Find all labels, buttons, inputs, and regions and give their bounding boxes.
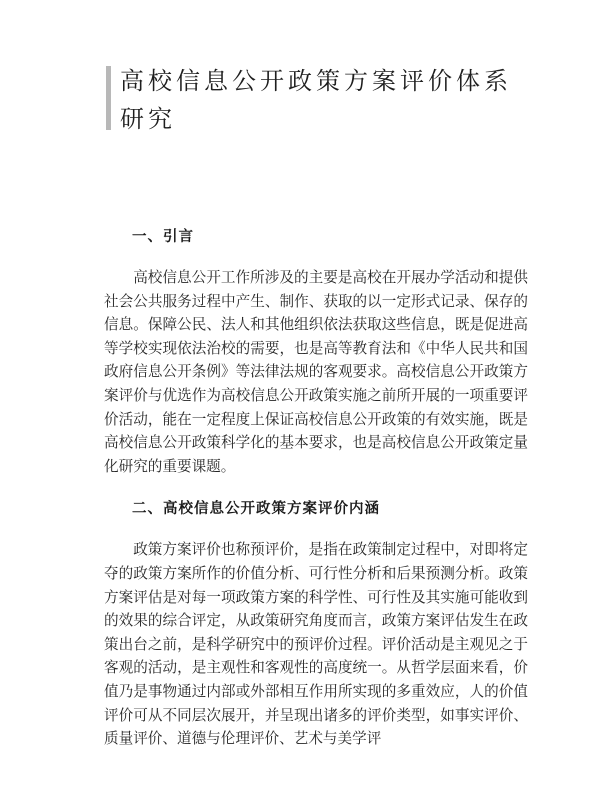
document-title: 高校信息公开政策方案评价体系研究 [120,67,512,133]
section-heading-introduction: 一、引言 [132,229,194,245]
section-paragraph-evaluation-connotation: 政策方案评价也称预评价，是指在政策制定过程中，对即将定夺的政策方案所作的价值分析、可行性分析和后果预测分析。政策方案评估是对每一项政策方案的科学性、可行性及其实施可能收到的效果的综合评定，从政策研究角度而言，政策方案评估发生在政策出台之前，是科学研究中的预评价过程。评价活动是主观见之于客观的活动，是主观性和客观性的高度统一。从哲学层面来看，价值乃是事物通过内部或外部相互作用所实现的多重效应，人的价值评价可从不同层次展开，并呈现出诸多的评价类型，如事实评价、质量评价、道德与伦理评价、艺术与美学评 [104,541,528,748]
document-body [104,226,528,751]
title-accent-bar [106,66,111,130]
section-heading-evaluation-connotation: 二、高校信息公开政策方案评价内涵 [132,501,380,518]
section-paragraph-introduction: 高校信息公开工作所涉及的主要是高校在开展办学活动和提供社会公共服务过程中产生、制作、获取的以一定形式记录、保存的信息。保障公民、法人和其他组织依法获取这些信息，既是促进高等学校实现依法治校的需要，也是高等教育法和《中华人民共和国政府信息公开条例》等法律法规的客观要求。高校信息公开政策方案评价与优选作为高校信息公开政策实施之前所开展的一项重要评价活动，能在一定程度上保证高校信息公开政策的有效实施，既是高校信息公开政策科学化的基本要求，也是高校信息公开政策定量化研究的重要课题。 [104,269,528,475]
